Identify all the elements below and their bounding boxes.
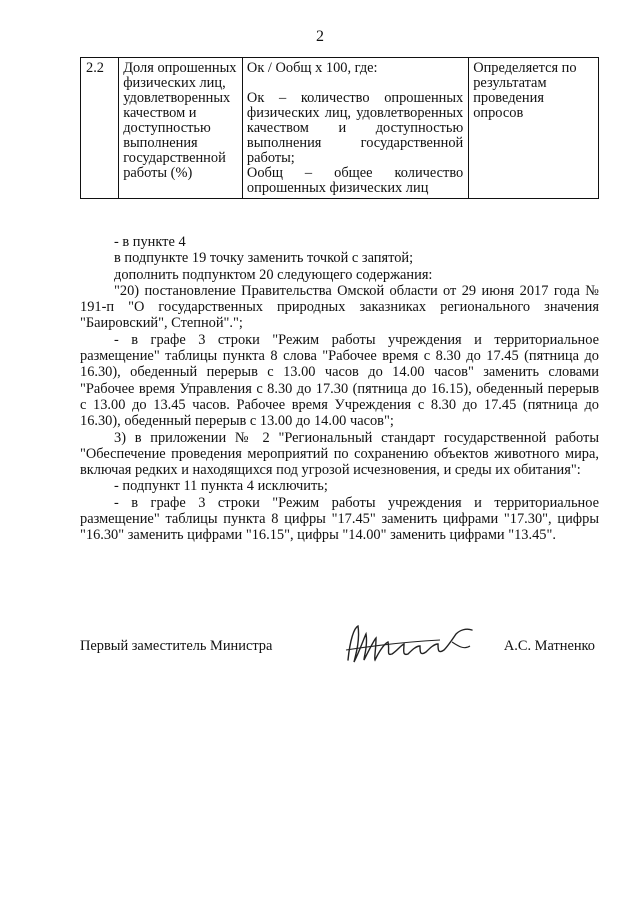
signatory-title: Первый заместитель Министра [80,638,273,654]
indicator-table [80,57,599,199]
paragraph: - в пункте 4 [114,234,186,250]
formula-cell [242,58,468,199]
formula-text: Ок / Ообщ x 100, где: [246,60,378,76]
paragraph: дополнить подпунктом 20 следующего содержания: [114,266,433,283]
paragraph: - в графе 3 строки "Режим работы учреждения и территориальное размещение" таблицы пункта 8 слова "Рабочее время с 8.30 до 17.45 (пятница до 16.30), обеденный перерыв с 13.00 часов до 14.00 часов" заменить словами "Рабочее время Управления с 8.30 до 17.30 (пятница до 16.15), обеденный перерыв с 13.00 до 13.45 часов. Рабочее время Учреждения с 8.30 до 17.45 (пятница до 16.30), обеденный перерыв с 13.00 до 14.00 часов"; [80,331,599,430]
handwritten-signature [342,620,482,670]
method-cell: Определяется по результатам проведения опросов [469,58,599,199]
table-row [81,58,599,199]
paragraph: - в графе 3 строки "Режим работы учреждения и территориальное размещение" таблицы пункта 8 цифры "17.45" заменить цифрами "17.30", цифры "16.30" заменить цифрами "16.15", цифры "14.00" заменить цифрами "13.45". [80,494,599,544]
signatory-name: А.С. Матненко [503,638,595,654]
paragraph: 3) в приложении № 2 "Региональный стандарт государственной работы "Обеспечение проведения мероприятий по сохранению объектов животного мира, включая редких и находящихся под угрозой исчезновения, и среды их обитания": [80,429,599,479]
paragraph: - подпункт 11 пункта 4 исключить; [114,478,328,495]
page-number: 2 [316,28,324,45]
paragraph: "20) постановление Правительства Омской области от 29 июня 2017 года № 191-п "О государственных природных заказниках регионального значения "Баировский", Степной"."; [80,282,599,332]
indicator-name-cell: Доля опрошенных физических лиц, удовлетворенных качеством и доступностью выполнения государственной работы (%) [119,58,243,199]
row-number-cell: 2.2 [81,58,119,199]
formula-definition-ok: Ок – количество опрошенных физических лиц, удовлетворенных качеством и доступностью выполнения государственной работы; [246,90,464,166]
document-body [80,234,599,544]
paragraph: в подпункте 19 точку заменить точкой с запятой; [114,250,414,267]
formula-definition-total: Ообщ – общее количество опрошенных физических лиц [246,165,464,196]
